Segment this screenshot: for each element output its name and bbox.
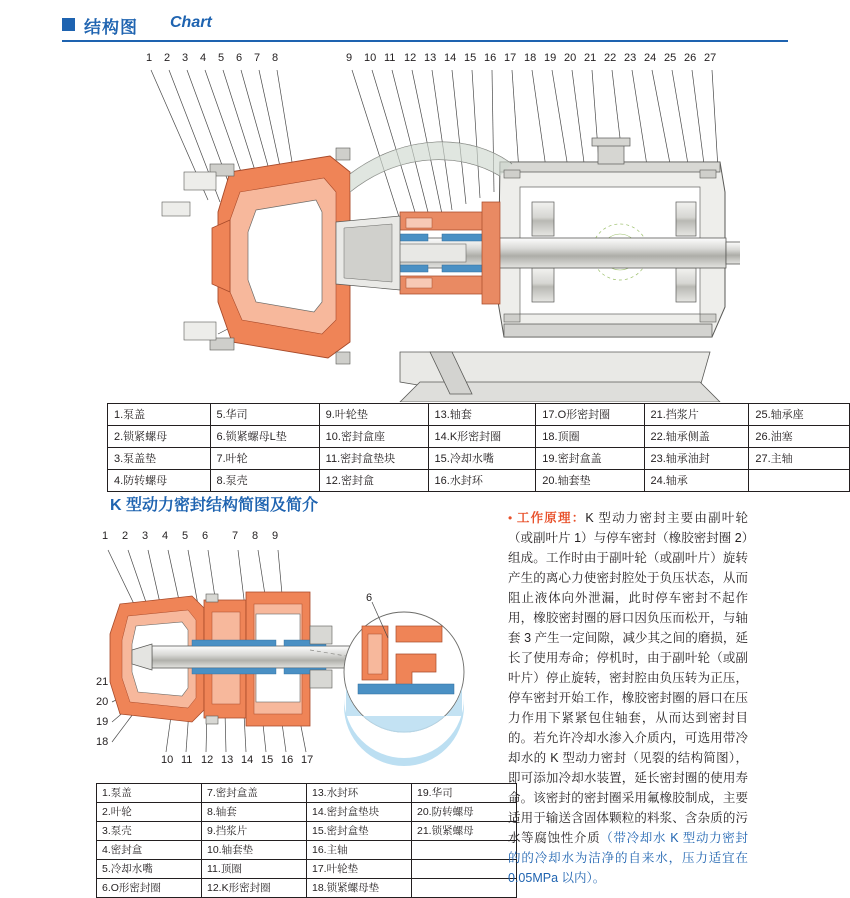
header-divider (62, 40, 788, 42)
part-cell: 25.轴承座 (749, 404, 850, 426)
detail-callout-label: 6 (366, 592, 373, 604)
part-cell: 5.冷却水嘴 (97, 860, 202, 879)
part-cell: 15.密封盒垫 (307, 822, 412, 841)
part-cell: 22.轴承侧盖 (644, 426, 749, 448)
part-cell: 2.锁紧螺母 (108, 426, 211, 448)
header-square-icon (62, 18, 75, 31)
part-cell: 23.轴承油封 (644, 448, 749, 470)
part-cell (412, 879, 517, 898)
part-cell: 8.轴套 (202, 803, 307, 822)
part-cell: 9.挡浆片 (202, 822, 307, 841)
part-cell: 9.叶轮垫 (319, 404, 428, 426)
part-cell: 19.密封盒盖 (536, 448, 644, 470)
part-cell: 13.轴套 (428, 404, 536, 426)
part-cell: 17.叶轮垫 (307, 860, 412, 879)
part-cell: 12.K形密封圈 (202, 879, 307, 898)
part-cell: 20.轴套垫 (536, 470, 644, 492)
part-cell: 19.华司 (412, 784, 517, 803)
header-title-en: Chart (170, 14, 212, 31)
part-cell: 6.锁紧螺母L垫 (210, 426, 319, 448)
header-title-cn: 结构图 (84, 18, 138, 37)
working-principle-title: 工作原理： (516, 511, 586, 525)
table-row (108, 470, 850, 492)
part-cell (412, 841, 517, 860)
part-cell: 10.轴套垫 (202, 841, 307, 860)
part-cell: 14.K形密封圈 (428, 426, 536, 448)
part-cell (749, 470, 850, 492)
part-cell (412, 860, 517, 879)
part-cell: 10.密封盒座 (319, 426, 428, 448)
part-cell: 18.锁紧螺母垫 (307, 879, 412, 898)
table-row (108, 404, 850, 426)
part-cell: 26.油塞 (749, 426, 850, 448)
part-cell: 11.顶圈 (202, 860, 307, 879)
table-row (108, 426, 850, 448)
table-row (108, 448, 850, 470)
part-cell: 21.挡浆片 (644, 404, 749, 426)
part-cell: 4.密封盒 (97, 841, 202, 860)
part-cell: 18.顶圈 (536, 426, 644, 448)
part-cell: 3.泵盖垫 (108, 448, 211, 470)
working-principle-text (508, 508, 748, 888)
part-cell: 17.O形密封圈 (536, 404, 644, 426)
table-row (97, 860, 517, 879)
part-cell: 16.水封环 (428, 470, 536, 492)
part-cell: 15.冷却水嘴 (428, 448, 536, 470)
part-cell: 27.主轴 (749, 448, 850, 470)
parts-table-1 (107, 403, 850, 492)
part-cell: 16.主轴 (307, 841, 412, 860)
part-cell: 14.密封盒垫块 (307, 803, 412, 822)
part-cell: 7.密封盒盖 (202, 784, 307, 803)
table-row (97, 784, 517, 803)
working-principle-note: （带冷却水 K 型动力密封的的冷却水为洁净的自来水，压力适宜在 0.05MPa 以内）。 (508, 831, 748, 885)
parts-table-2 (96, 783, 517, 898)
part-cell: 7.叶轮 (210, 448, 319, 470)
part-cell: 2.叶轮 (97, 803, 202, 822)
part-cell: 21.锁紧螺母 (412, 822, 517, 841)
part-cell: 3.泵壳 (97, 822, 202, 841)
part-cell: 8.泵壳 (210, 470, 319, 492)
section-2-title: K 型动力密封结构简图及简介 (110, 497, 319, 514)
part-cell: 4.防转螺母 (108, 470, 211, 492)
working-principle-body: K 型动力密封主要由副叶轮（或副叶片 1）与停车密封（橡胶密封圈 2）组成。工作时由于副叶轮（或副叶片）旋转产生的离心力使密封腔处于负压状态，从而阻止液体向外泄漏，此时停车密封不起作用，橡胶密封圈的唇口因负压而松开，与轴套 3 产生一定间隙，减少其之间的磨损，延长了使用寿命；停机时，由于副叶轮（或副叶片）停止旋转，密封腔由负压转为正压，停车密封开始工作，橡胶密封圈的唇口在压力作用下紧紧包住轴套，从而达到密封目的。若允许冷却水渗入介质内，可选用带冷却水的 K 型动力密封（见裂的结构简图），即可添加冷却水装置，延长密封圈的使用寿命。该密封的密封圈采用氟橡胶制成，主要适用于输送含固体颗粒的料浆、含杂质的污水等腐蚀性介质 (508, 511, 748, 845)
table-row (97, 841, 517, 860)
bullet-icon: • (508, 511, 513, 525)
part-cell: 6.O形密封圈 (97, 879, 202, 898)
pump-cross-section-diagram: 1 2 3 4 5 6 7 8 9 10 11 12 13 14 15 16 17 18 19 20 21 22 23 24 25 26 27 (100, 52, 740, 402)
table-row (97, 803, 517, 822)
part-cell: 24.轴承 (644, 470, 749, 492)
table-row (97, 822, 517, 841)
part-cell: 1.泵盖 (97, 784, 202, 803)
page-header (62, 10, 788, 44)
k-type-dynamic-seal-diagram: 1 2 3 4 5 6 7 8 9 21 20 19 18 17 16 15 14 13 12 11 10 6 (96, 530, 496, 770)
table-row (97, 879, 517, 898)
part-cell: 12.密封盒 (319, 470, 428, 492)
part-cell: 5.华司 (210, 404, 319, 426)
part-cell: 20.防转螺母 (412, 803, 517, 822)
part-cell: 13.水封环 (307, 784, 412, 803)
part-cell: 1.泵盖 (108, 404, 211, 426)
part-cell: 11.密封盒垫块 (319, 448, 428, 470)
